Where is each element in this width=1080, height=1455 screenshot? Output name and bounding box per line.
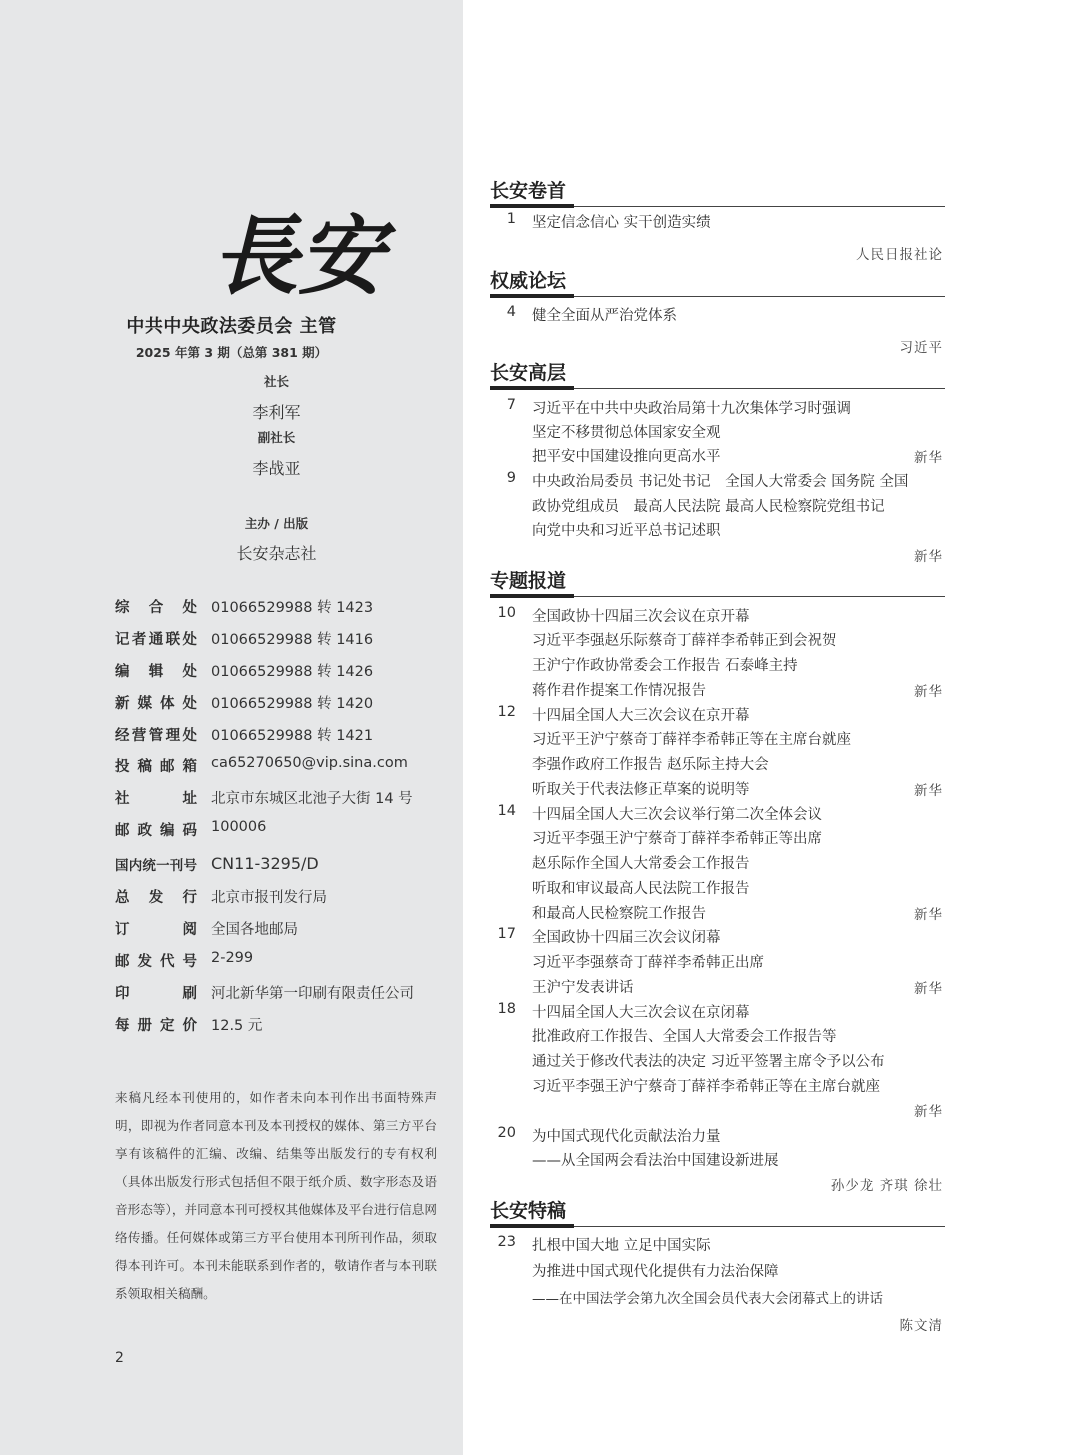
issue-number: 2025 年第 3 期（总第 381 期） [135, 345, 328, 360]
toc-title-line: 习近平李强王沪宁蔡奇丁薛祥李希韩正等出席 [532, 831, 822, 847]
toc-title-line: 向党中央和习近平总书记述职 [532, 523, 721, 539]
toc-title-line: 听取关于代表法修正草案的说明等 [532, 782, 750, 798]
toc-page-number: 14 [497, 803, 516, 819]
toc-title-line: 习近平李强王沪宁蔡奇丁薛祥李希韩正等在主席台就座 [532, 1079, 880, 1095]
toc-title-line: 把平安中国建设推向更高水平 [532, 449, 721, 465]
toc-title-line: 习近平李强赵乐际蔡奇丁薛祥李希韩正到会祝贺 [532, 633, 837, 649]
toc-page-number: 4 [506, 304, 516, 320]
toc-source: 习近平 [899, 340, 943, 356]
section-header [490, 1196, 945, 1227]
toc-page-number: 9 [506, 470, 516, 486]
toc-source: 新华 [914, 783, 943, 799]
role-name-vice-president: 李战亚 [252, 459, 301, 478]
role-label-publisher: 主办 / 出版 [244, 516, 309, 531]
toc-page-number: 17 [497, 926, 516, 942]
toc-title-line: 坚定信念信心 实干创造实绩 [532, 215, 711, 231]
toc-title-line: 和最高人民检察院工作报告 [532, 906, 706, 922]
section-title: 专题报道 [490, 568, 574, 598]
toc-source: 新华 [914, 981, 943, 997]
section-title: 长安高层 [490, 360, 574, 390]
toc-title-line: 习近平王沪宁蔡奇丁薛祥李希韩正等在主席台就座 [532, 732, 851, 748]
toc-title-line: 扎根中国大地 立足中国实际 [532, 1238, 711, 1254]
role-name-president: 李利军 [252, 403, 301, 422]
toc-title-line: 十四届全国人大三次会议在京闭幕 [532, 1005, 750, 1021]
toc-title-line: 习近平李强蔡奇丁薛祥李希韩正出席 [532, 955, 764, 971]
toc-title-line: 为推进中国式现代化提供有力法治保障 [532, 1264, 779, 1280]
page-number: 2 [115, 1350, 124, 1366]
toc-source: 新华 [914, 907, 943, 923]
section-title: 长安卷首 [490, 178, 574, 208]
section-header [490, 566, 945, 597]
toc-source: 人民日报社论 [856, 247, 943, 263]
toc-title-line: 习近平在中共中央政治局第十九次集体学习时强调 [532, 401, 851, 417]
magazine-logo [208, 188, 384, 308]
toc-title-line: 蒋作君作提案工作情况报告 [532, 683, 706, 699]
toc-title-line: 政协党组成员 最高人民法院 最高人民检察院党组书记 [532, 499, 885, 515]
toc-title-line: ——从全国两会看法治中国建设新进展 [532, 1153, 779, 1169]
masthead-panel: 長安 中共中央政法委员会 主管 2025 年第 3 期（总第 381 期） 社长 李利军 副社长 李战亚 主办 / 出版 长安杂志社 综合处 01066529988 转 1423 记者通联处 01066529988 转 1416 编辑处 01066529988 转 1426 新媒体处 01066529988 转 1420 经营管理处 01066529988 转 1421 投稿邮箱 ca65270650@vip.sina.com 社址 北京市东城区北池子大街 14 号 邮政编码 100006 国内统一刊号 CN11-3295/D 总发行 北京市报刊发行局 订阅 全国各地邮局 邮发代号 2-299 印刷 河北新华第一印刷有限责任公司 每册定价 12.5 元 来稿凡经本刊使用的，如作者未向本刊作出书面特殊声明，即视为作者同意本刊及本刊授权的媒体、第三方平台享有该稿件的汇编、改编、结集等出版发行的专有权利（具体出版发行形式包括但不限于纸介质、数字形态及语音形态等），并同意本刊可授权其他媒体及平台进行信息网络传播。任何媒体或第三方平台使用本刊所刊作品，须取得本刊许可。本刊未能联系到作者的，敬请作者与本刊联系领取相关稿酬。 2 [0, 0, 463, 1455]
section-title: 长安特稿 [490, 1198, 574, 1228]
toc-page-number: 20 [497, 1125, 516, 1141]
toc-source: 新华 [914, 1104, 943, 1120]
toc-title-line: 健全全面从严治党体系 [532, 308, 677, 324]
section-header [490, 176, 945, 207]
role-label-vice-president: 副社长 [257, 430, 296, 445]
toc-page-number: 7 [506, 397, 516, 413]
toc-title-line: 十四届全国人大三次会议在京开幕 [532, 708, 750, 724]
toc-title-line: 听取和审议最高人民法院工作报告 [532, 881, 750, 897]
toc-title-line: 为中国式现代化贡献法治力量 [532, 1129, 721, 1145]
role-label-president: 社长 [263, 374, 289, 389]
toc-title-line: ——在中国法学会第九次全国会员代表大会闭幕式上的讲话 [532, 1291, 883, 1307]
toc-title-line: 李强作政府工作报告 赵乐际主持大会 [532, 757, 769, 773]
toc-source: 陈文清 [899, 1318, 943, 1334]
toc-page-number: 18 [497, 1001, 516, 1017]
copyright-notice: 来稿凡经本刊使用的，如作者未向本刊作出书面特殊声明，即视为作者同意本刊及本刊授权的媒体、第三方平台享有该稿件的汇编、改编、结集等出版发行的专有权利（具体出版发行形式包括但不限于纸介质、数字形态及语音形态等），并同意本刊可授权其他媒体及平台进行信息网络传播。任何媒体或第三方平台使用本刊所刊作品，须取得本刊许可。本刊未能联系到作者的，敬请作者与本刊联系领取相关稿酬。 [115, 1090, 437, 1301]
toc-title-line: 坚定不移贯彻总体国家安全观 [532, 425, 721, 441]
toc-source: 新华 [914, 450, 943, 466]
toc-title-line: 中央政治局委员 书记处书记 全国人大常委会 国务院 全国 [532, 474, 909, 490]
toc-title-line: 通过关于修改代表法的决定 习近平签署主席令予以公布 [532, 1054, 885, 1070]
toc-title-line: 王沪宁作政协常委会工作报告 石泰峰主持 [532, 658, 798, 674]
toc-title-line: 全国政协十四届三次会议在京开幕 [532, 609, 750, 625]
toc-page-number: 12 [497, 704, 516, 720]
toc-title-line: 十四届全国人大三次会议举行第二次全体会议 [532, 807, 822, 823]
toc-page-number: 23 [497, 1234, 516, 1250]
toc-title-line: 王沪宁发表讲话 [532, 980, 634, 996]
section-header [490, 358, 945, 389]
toc-source: 新华 [914, 549, 943, 565]
role-name-publisher: 长安杂志社 [236, 544, 317, 563]
toc-page-number: 10 [497, 605, 516, 621]
section-header [490, 266, 945, 297]
toc-source: 新华 [914, 684, 943, 700]
svg-text:長安: 長安 [212, 206, 384, 307]
supervisor-line: 中共中央政法委员会 主管 [126, 316, 337, 337]
toc-source: 孙少龙 齐琪 徐壮 [830, 1178, 943, 1194]
section-title: 权威论坛 [490, 268, 574, 298]
toc-title-line: 批准政府工作报告、全国人大常委会工作报告等 [532, 1029, 837, 1045]
toc-title-line: 全国政协十四届三次会议闭幕 [532, 930, 721, 946]
toc-title-line: 赵乐际作全国人大常委会工作报告 [532, 856, 750, 872]
toc-page-number: 1 [506, 211, 516, 227]
